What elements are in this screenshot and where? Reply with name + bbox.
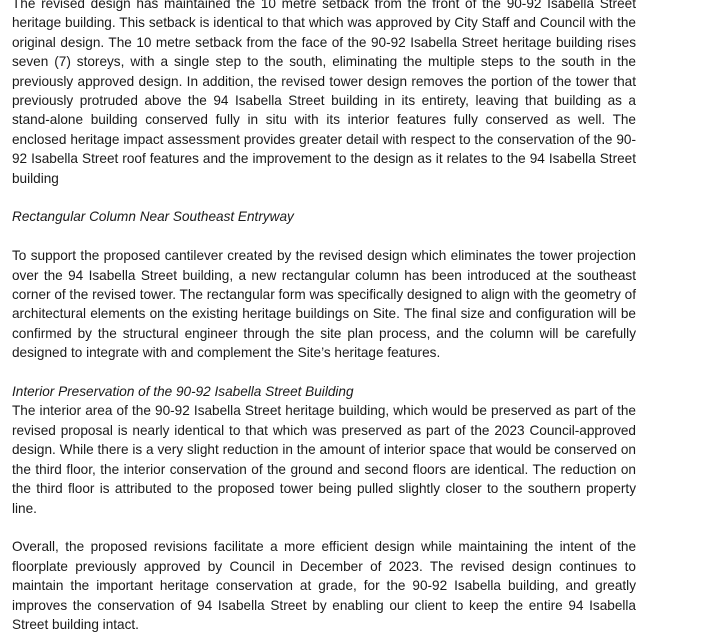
heading-interior-preservation: Interior Preservation of the 90-92 Isabella Street Building [12, 384, 354, 400]
paragraph-interior: The interior area of the 90-92 Isabella Street heritage building, which would be preserved as part of the revised proposal is nearly identical to that which was preserved as part of the 2023 Council-approved design. While there is a very slight reduction in the amount of interior space that would be conserved on the third floor, the interior conservation of the ground and second floors are identical. The reduction on the third floor is attributed to the proposed tower being pulled slightly closer to the southern property line. [12, 403, 636, 516]
document-body [12, 0, 636, 634]
paragraph-spacer [12, 188, 636, 207]
paragraph-overall: Overall, the proposed revisions facilitate a more efficient design while maintaining the intent of the floorplate previously approved by Council in December of 2023. The revised design continues to maintain the important heritage conservation at grade, for the 90-92 Isabella building, and greatly improves the conservation of 94 Isabella Street by enabling our client to keep the entire 94 Isabella Street building intact. [12, 539, 636, 632]
paragraph-spacer [12, 518, 636, 537]
heading-rectangular-column: Rectangular Column Near Southeast Entryway [12, 209, 294, 225]
paragraph-setback: The revised design has maintained the 10 metre setback from the front of the 90-92 Isabella Street heritage building. This setback is identical to that which was approved by City Staff and Council with the original design. The 10 metre setback from the face of the 90-92 Isabella Street heritage building rises seven (7) storeys, with a single step to the south, eliminating the multiple steps to the south in the previously approved design. In addition, the revised tower design removes the portion of the tower that previously protruded above the 94 Isabella Street building in its entirety, leaving that building as a stand-alone building conserved fully in situ with its interior features fully conserved as well. The enclosed heritage impact assessment provides greater detail with respect to the conservation of the 90-92 Isabella Street roof features and the improvement to the design as it relates to the 94 Isabella Street building [12, 0, 636, 186]
paragraph-spacer [12, 227, 636, 246]
paragraph-spacer [12, 363, 636, 382]
paragraph-column: To support the proposed cantilever created by the revised design which eliminates the tower projection over the 94 Isabella Street building, a new rectangular column has been introduced at the southeast corner of the revised tower. The rectangular form was specifically designed to align with the geometry of architectural elements on the existing heritage buildings on Site. The final size and configuration will be confirmed by the structural engineer through the site plan process, and the column will be carefully designed to integrate with and complement the Site’s heritage features. [12, 248, 636, 361]
